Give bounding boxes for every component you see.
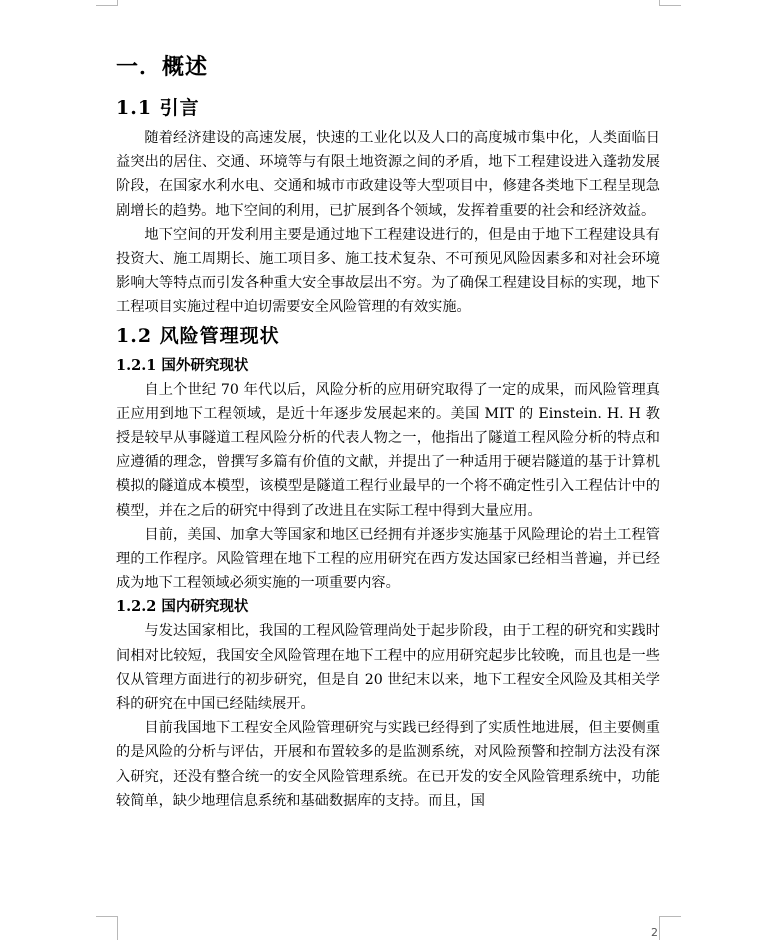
paragraph: 地下空间的开发利用主要是通过地下工程建设进行的，但是由于地下工程建设具有投资大、施工周期长、施工项目多、施工技术复杂、不可预见风险因素多和对社会环境影响大等特点而引发各种重大安全事故层出不穷。为了确保工程建设目标的实现，地下工程项目实施过程中迫切需要安全风险管理的有效实施。: [116, 226, 660, 316]
paragraph: 目前我国地下工程安全风险管理研究与实践已经得到了实质性地进展，但主要侧重的是风险的分析与评估，开展和布置较多的是监测系统，对风险预警和控制方法没有深入研究，还没有整合统一的安全风险管理系统。在已开发的安全风险管理系统中，功能较简单，缺少地理信息系统和基础数据库的支持。而且，国: [116, 720, 660, 809]
paragraph: 与发达国家相比，我国的工程风险管理尚处于起步阶段，由于工程的研究和实践时间相对比较短，我国安全风险管理在地下工程中的应用研究起步比较晚，而且也是一些仅从管理方面进行的初步研究，但是自 20 世纪末以来，地下工程安全风险及其相关学科的研究在中国已经陆续展开。: [116, 623, 660, 713]
subsection-title-foreign: 1.2.1 国外研究现状: [116, 356, 249, 374]
section-title-intro: 1.1 引言: [116, 97, 200, 119]
paragraph: 自上个世纪 70 年代以后，风险分析的应用研究取得了一定的成果，而风险管理真正应用到地下工程领域，是近十年逐步发展起来的。美国 MIT 的 Einstein. H. H 教授是较早从事隧道工程风险分析的代表人物之一，他指出了隧道工程风险分析的特点和应遵循的理念，曾撰写多篇有价值的文献，并提出了一种适用于硬岩隧道的基于计算机模拟的隧道成本模型，该模型是隧道工程行业最早的一个将不确定性引入工程估计中的模型，并在之后的研究中得到了改进且在实际工程中得到大量应用。: [116, 381, 660, 519]
document-page: [116, 50, 660, 813]
section-title-status: 1.2 风险管理现状: [116, 324, 280, 347]
paragraph: 目前，美国、加拿大等国家和地区已经拥有并逐步实施基于风险理论的岩土工程管理的工作程序。风险管理在地下工程的应用研究在西方发达国家已经相当普遍，并已经成为地下工程领域必须实施的一项重要内容。: [116, 526, 660, 592]
chapter-title: 一．概述: [116, 54, 209, 80]
subsection-title-domestic: 1.2.2 国内研究现状: [116, 598, 249, 616]
paragraph: 随着经济建设的高速发展，快速的工业化以及人口的高度城市集中化，人类面临日益突出的居住、交通、环境等与有限土地资源之间的矛盾，地下工程建设进入蓬勃发展阶段，在国家水利水电、交通和城市市政建设等大型项目中，修建各类地下工程呈现急剧增长的趋势。地下空间的利用，已扩展到各个领域，发挥着重要的社会和经济效益。: [116, 130, 660, 219]
page-number: 2: [651, 926, 658, 939]
